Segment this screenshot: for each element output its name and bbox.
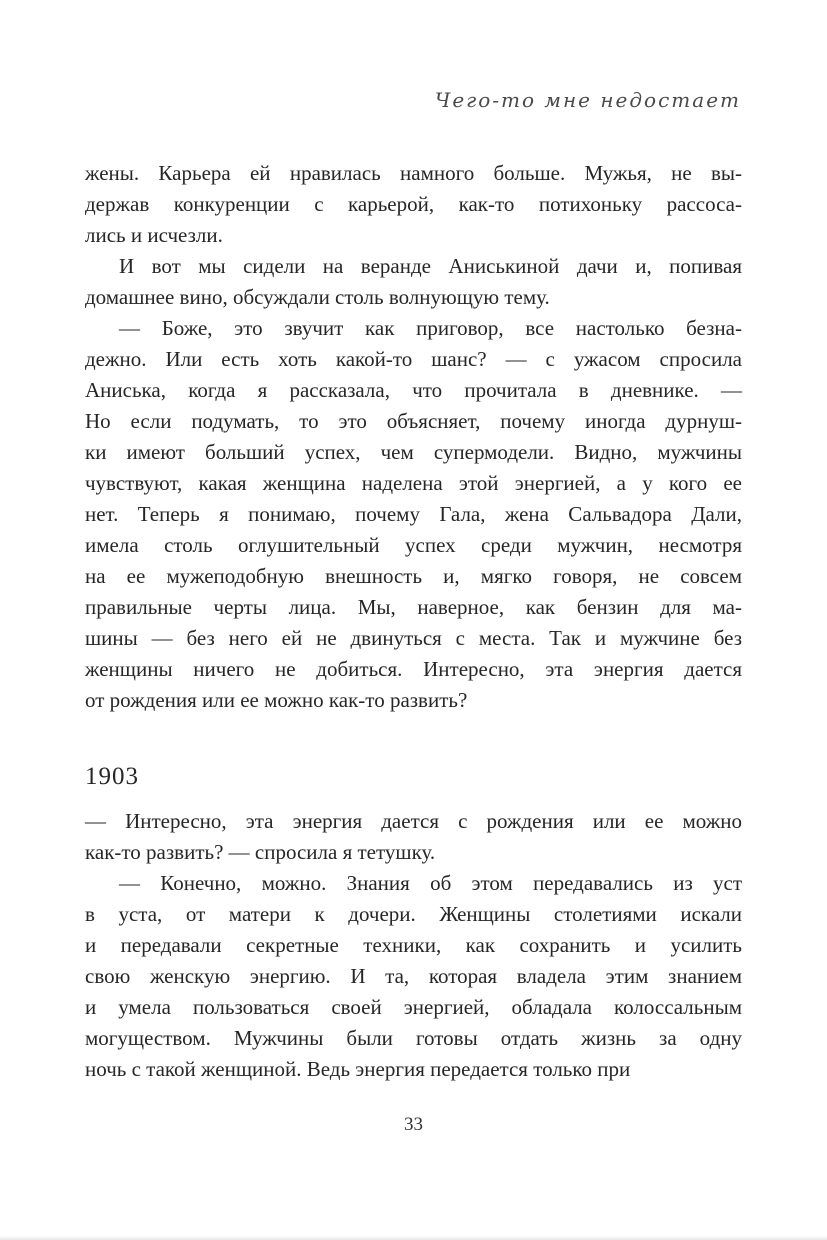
text-line: на ее мужеподобную внешность и, мягко говоря, не совсем — [85, 564, 742, 588]
section-heading: 1903 — [85, 763, 139, 790]
text-line: дежно. Или есть хоть какой-то шанс? — с ужасом спросила — [85, 347, 742, 371]
text-line: Аниська, когда я рассказала, что прочитала в дневнике. — — [85, 378, 742, 402]
text-line: шины — без него ей не двинуться с места. Так и мужчине без — [85, 626, 742, 650]
text-line: чувствуют, какая женщина наделена этой энергией, а у кого ее — [85, 471, 742, 495]
text-line: и умела пользоваться своей энергией, обладала колоссальным — [85, 995, 742, 1019]
paragraph — [85, 868, 742, 1085]
text-line: женщины ничего не добиться. Интересно, эта энергия дается — [85, 657, 742, 681]
text-line: И вот мы сидели на веранде Аниськиной дачи и, попивая — [119, 254, 742, 278]
paragraph — [85, 251, 742, 313]
paragraph — [85, 806, 742, 868]
text-line: лись и исчезли. — [85, 223, 223, 247]
paragraph — [85, 313, 742, 716]
text-line: в уста, от матери к дочери. Женщины столетиями искали — [85, 902, 742, 926]
text-line: свою женскую энергию. И та, которая владела этим знанием — [85, 964, 742, 988]
paragraph — [85, 158, 742, 251]
text-line: и передавали секретные техники, как сохранить и усилить — [85, 933, 742, 957]
page-bottom-edge — [0, 1236, 827, 1240]
text-line: могуществом. Мужчины были готовы отдать жизнь за одну — [85, 1026, 742, 1050]
text-line: как-то развить? — спросила я тетушку. — [85, 840, 436, 864]
text-line: жены. Карьера ей нравилась намного больше. Мужья, не вы- — [85, 161, 742, 185]
text-line: — Боже, это звучит как приговор, все настолько безна- — [119, 316, 742, 340]
text-line: — Интересно, эта энергия дается с рождения или ее можно — [85, 809, 742, 833]
text-block — [85, 158, 742, 1085]
text-line: от рождения или ее можно как-то развить? — [85, 688, 468, 712]
text-line: держав конкуренции с карьерой, как-то потихоньку рассоса- — [85, 192, 742, 216]
text-line: имела столь оглушительный успех среди мужчин, несмотря — [85, 533, 742, 557]
text-line: ночь с такой женщиной. Ведь энергия передается только при — [85, 1057, 631, 1081]
running-header: Чего-то мне недостает — [434, 88, 741, 112]
text-line: нет. Теперь я понимаю, почему Гала, жена Сальвадора Дали, — [85, 502, 742, 526]
text-line: — Конечно, можно. Знания об этом передавались из уст — [119, 871, 742, 895]
page-number: 33 — [404, 1114, 423, 1135]
text-line: Но если подумать, то это объясняет, почему иногда дурнуш- — [85, 409, 742, 433]
text-line: домашнее вино, обсуждали столь волнующую тему. — [85, 285, 550, 309]
text-line: ки имеют больший успех, чем супермодели. Видно, мужчины — [85, 440, 742, 464]
text-line: правильные черты лица. Мы, наверное, как бензин для ма- — [85, 595, 742, 619]
